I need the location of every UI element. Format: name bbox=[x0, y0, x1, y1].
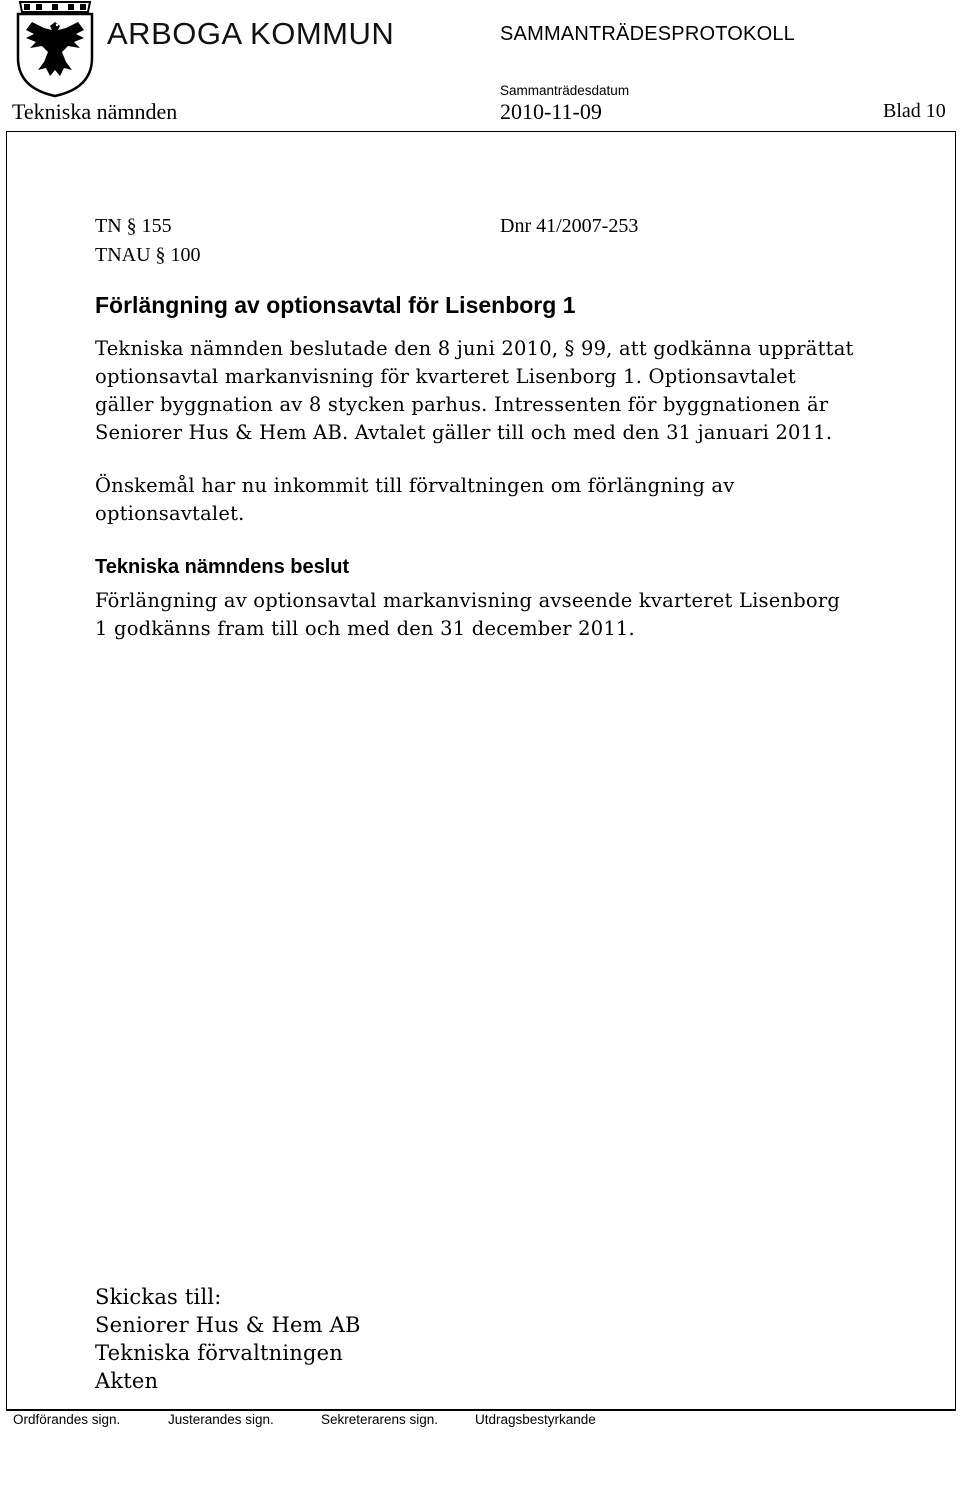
content-frame bbox=[6, 131, 956, 1410]
decision-text: Förlängning av optionsavtal markanvisning avseende kvarteret Lisenborg 1 godkänns fram till och med den 31 december 2011. bbox=[95, 589, 841, 640]
municipal-coat-of-arms-logo bbox=[14, 0, 96, 98]
background-paragraph: Tekniska nämnden beslutade den 8 juni 2010, § 99, att godkänna upprättat optionsavtal markanvisning för kvarteret Lisenborg 1. Optionsavtalet gäller byggnation av 8 stycken parhus. Intressenten för byggnationen är Seniorer Hus & Hem AB. Avtalet gäller till och med den 31 januari 2011. bbox=[95, 337, 854, 444]
chair-signature-field: Ordförandes sign. bbox=[13, 1412, 121, 1427]
distribution-list bbox=[95, 1283, 595, 1395]
recipient-item: Tekniska förvaltningen bbox=[95, 1341, 344, 1365]
footer-divider bbox=[6, 1409, 956, 1411]
diary-number: Dnr 41/2007-253 bbox=[500, 215, 639, 237]
document-type-title: SAMMANTRÄDESPROTOKOLL bbox=[500, 23, 796, 45]
sheet-number: Blad 10 bbox=[883, 100, 946, 122]
committee-name: Tekniska nämnden bbox=[12, 99, 178, 124]
distribution-label: Skickas till: bbox=[95, 1285, 222, 1309]
meeting-date-label: Sammanträdesdatum bbox=[500, 83, 630, 98]
case-heading: Förlängning av optionsavtal för Lisenborg 1 bbox=[95, 292, 576, 318]
municipality-name: ARBOGA KOMMUN bbox=[107, 16, 395, 51]
adjuster-signature-field: Justerandes sign. bbox=[168, 1412, 274, 1427]
meeting-date: 2010-11-09 bbox=[500, 99, 602, 124]
request-paragraph: Önskemål har nu inkommit till förvaltningen om förlängning av optionsavtalet. bbox=[95, 474, 735, 525]
extract-certification-field: Utdragsbestyrkande bbox=[475, 1412, 596, 1427]
recipient-item: Seniorer Hus & Hem AB bbox=[95, 1313, 361, 1337]
tn-paragraph-reference: TN § 155 bbox=[95, 215, 172, 237]
decision-heading: Tekniska nämndens beslut bbox=[95, 556, 350, 578]
recipient-item: Akten bbox=[95, 1369, 159, 1393]
tnau-paragraph-reference: TNAU § 100 bbox=[95, 244, 201, 266]
secretary-signature-field: Sekreterarens sign. bbox=[321, 1412, 439, 1427]
